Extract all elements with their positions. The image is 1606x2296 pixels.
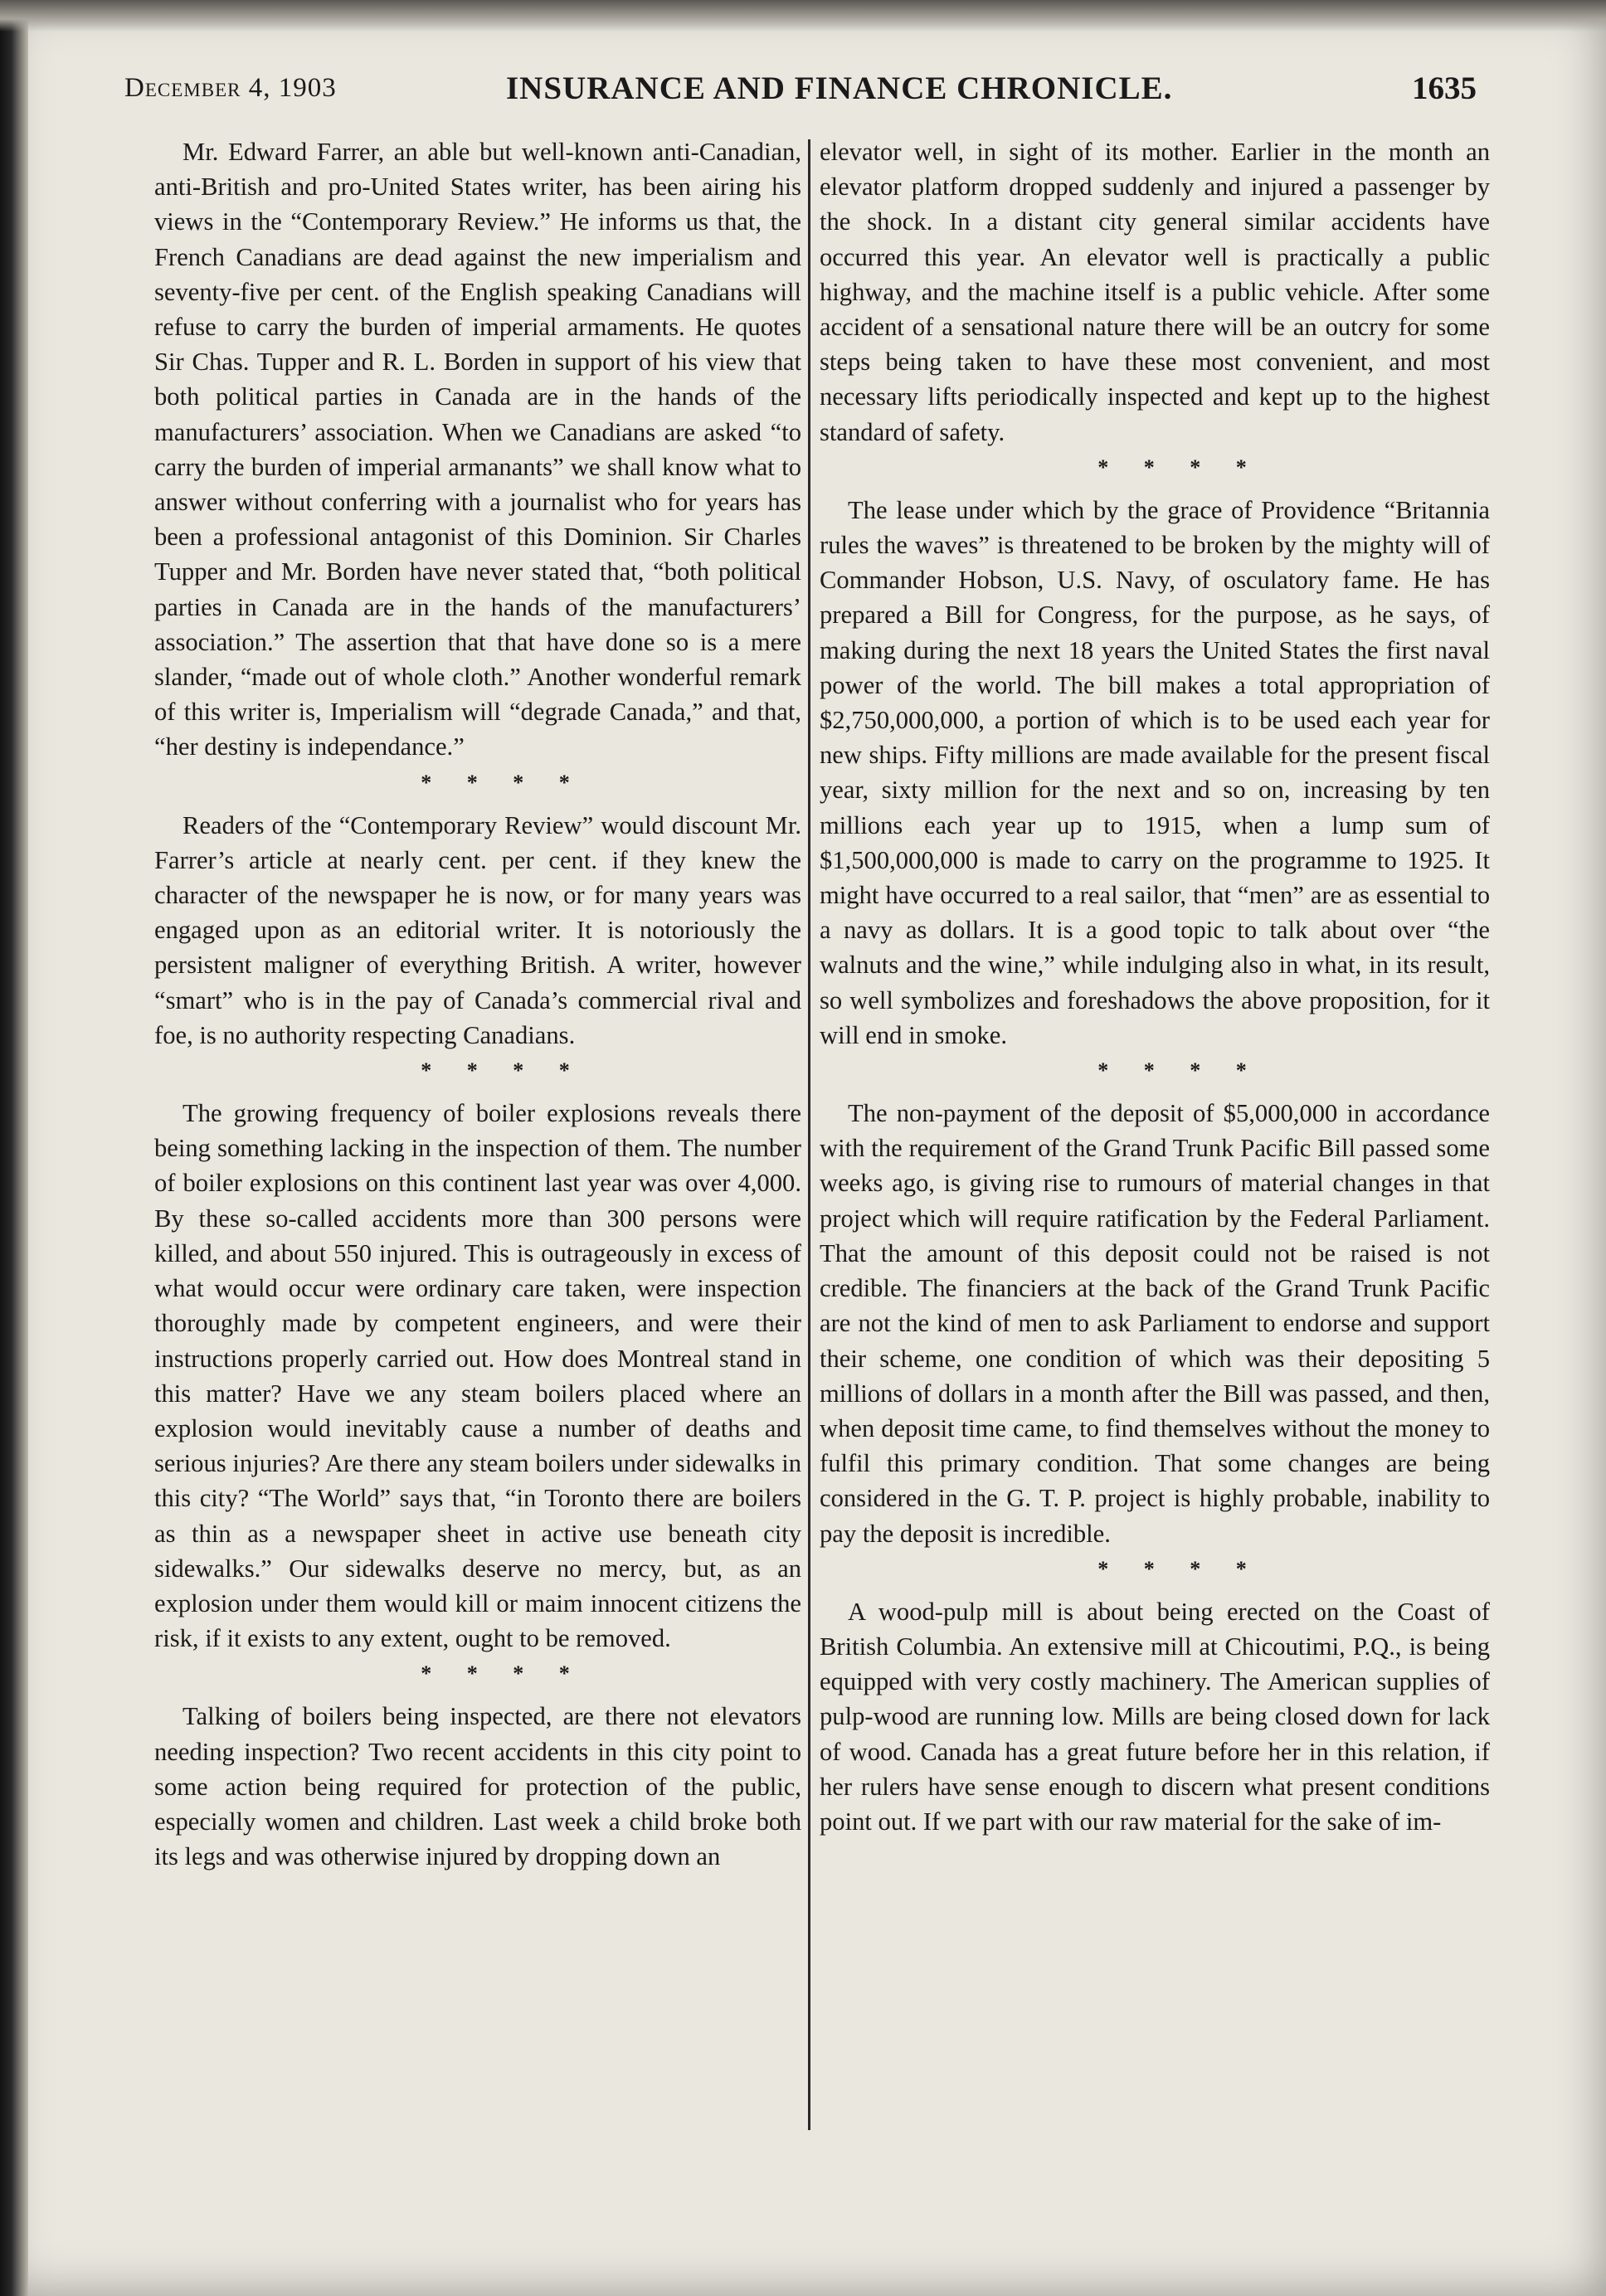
column-divider [808, 139, 810, 2130]
section-separator: * * * * [421, 770, 585, 795]
section-separator: * * * * [1097, 455, 1262, 479]
article-elevator-continued: elevator well, in sight of its mother. Earlier in the month an elevator platform dropped suddenly and injured a passenger by the shock. In a distant city general similar accidents have occurred this year. An elevator well is practically a public highway, and the machine itself is a public vehicle. After some accident of a sensational nature there will be an outcry for some steps being taken to have these most convenient, and most necessary lifts periodically inspected and kept up to the highest standard of safety. [820, 138, 1490, 446]
running-head [124, 65, 1477, 114]
article-hobson-navy-bill: The lease under which by the grace of Providence “Britannia rules the waves” is threatened to be broken by the mighty will of Commander Hobson, U.S. Navy, of osculatory fame. He has prepared a Bill for Congress, for the purpose, as he says, of making during the next 18 years the United States the first naval power of the world. The bill makes a total appropriation of $2,750,000,000, a portion of which is to be used each year for new ships. Fifty millions are made available for the present fiscal year, sixty million for the next and so on, increasing by ten millions each year up to 1915, when a lump sum of $1,500,000,000 is made to carry on the programme to 1925. It might have occurred to a real sailor, that “men” are as essential to a navy as dollars. It is a good topic to talk about over “the walnuts and the wine,” while indulging also in what, in its result, so well symbolizes and foreshadows the above proposition, for it will end in smoke. [820, 495, 1490, 1049]
page-number: 1635 [1412, 71, 1477, 106]
scan-binding-edge [0, 0, 28, 2296]
article-wood-pulp: A wood-pulp mill is about being erected on the Coast of British Columbia. An extensive mill at Chicoutimi, P.Q., is being equipped with very costly machinery. The American supplies of pulp-wood are running low. Mills are being closed down for lack of wood. Canada has a great future before her in this relation, if her rulers have sense enough to discern what present conditions point out. If we part with our raw material for the sake of im- [820, 1597, 1490, 1836]
left-column [154, 134, 801, 1874]
article-grand-trunk-pacific: The non-payment of the deposit of $5,000,000 in accordance with the requirement of the Grand Trunk Pacific Bill passed some weeks ago, is giving rise to rumours of material changes in that project which will require ratification by the Federal Parliament. That the amount of this deposit could not be raised is not credible. The financiers at the back of the Grand Trunk Pacific are not the kind of men to ask Parliament to endorse and support their scheme, one condition of which was their depositing 5 millions of dollars in a month after the Bill was passed, and then, when deposit time came, to find themselves without the money to fulfil this primary condition. That some changes are being considered in the G. T. P. project is highly probable, inability to pay the deposit is incredible. [820, 1099, 1490, 1548]
section-separator: * * * * [1097, 1058, 1262, 1083]
right-column [820, 134, 1490, 1839]
section-separator: * * * * [421, 1058, 585, 1083]
article-boiler-explosions: The growing frequency of boiler explosions reveals there being something lacking in the inspection of them. The number of boiler explosions on this continent last year was over 4,000. By these so-called accidents more than 300 persons were killed, and about 550 injured. This is outrageously in excess of what would occur were ordinary care taken, were inspection thoroughly made by competent engineers, and were their instructions properly carried out. How does Montreal stand in this matter? Have we any steam boilers placed where an explosion would inevitably cause a number of deaths and serious injuries? Are there any steam boilers under sidewalks in this city? “The World” says that, “in Toronto there are boilers as thin as a newspaper sheet in active use beneath city sidewalks.” Our sidewalks deserve no mercy, but, as an explosion under them would kill or maim innocent citizens the risk, if it exists to any extent, ought to be removed. [154, 1099, 801, 1653]
section-separator: * * * * [1097, 1556, 1262, 1581]
scan-top-edge [0, 0, 1606, 32]
section-separator: * * * * [421, 1661, 585, 1686]
publication-title: INSURANCE AND FINANCE CHRONICLE. [506, 71, 1173, 106]
issue-date: December 4, 1903 [124, 73, 337, 103]
article-farrer: Mr. Edward Farrer, an able but well-known anti-Canadian, anti-British and pro-United States writer, has been airing his views in the “Contemporary Review.” He informs us that, the French Canadians are dead against the new imperialism and seventy-five per cent. of the English speaking Canadians will refuse to carry the burden of imperial armaments. He quotes Sir Chas. Tupper and R. L. Borden in support of his view that both political parties in Canada are in the hands of the manufacturers’ association. When we Canadians are asked “to carry the burden of imperial armanants” we shall know what to answer without conferring with a journalist who for years has been a professional antagonist of this Dominion. Sir Charles Tupper and Mr. Borden have never stated that, “both political parties in Canada are in the hands of the manufacturers’ association.” The assertion that that have done so is a mere slander, “made out of whole cloth.” Another wonderful remark of this writer is, Imperialism will “degrade Canada,” and that, “her destiny is independance.” [154, 138, 801, 761]
article-contemporary-review: Readers of the “Contemporary Review” would discount Mr. Farrer’s article at nearly cent. per cent. if they knew the character of the newspaper he is now, or for many years was engaged upon as an editorial writer. It is notoriously the persistent maligner of everything British. A writer, however “smart” who is in the pay of Canada’s commercial rival and foe, is no authority respecting Canadians. [154, 810, 801, 1049]
article-elevator-inspection: Talking of boilers being inspected, are there not elevators needing inspection? Two recent accidents in this city point to some action being required for protection of the public, especially women and children. Last week a child broke both its legs and was otherwise injured by dropping down an [154, 1702, 801, 1871]
